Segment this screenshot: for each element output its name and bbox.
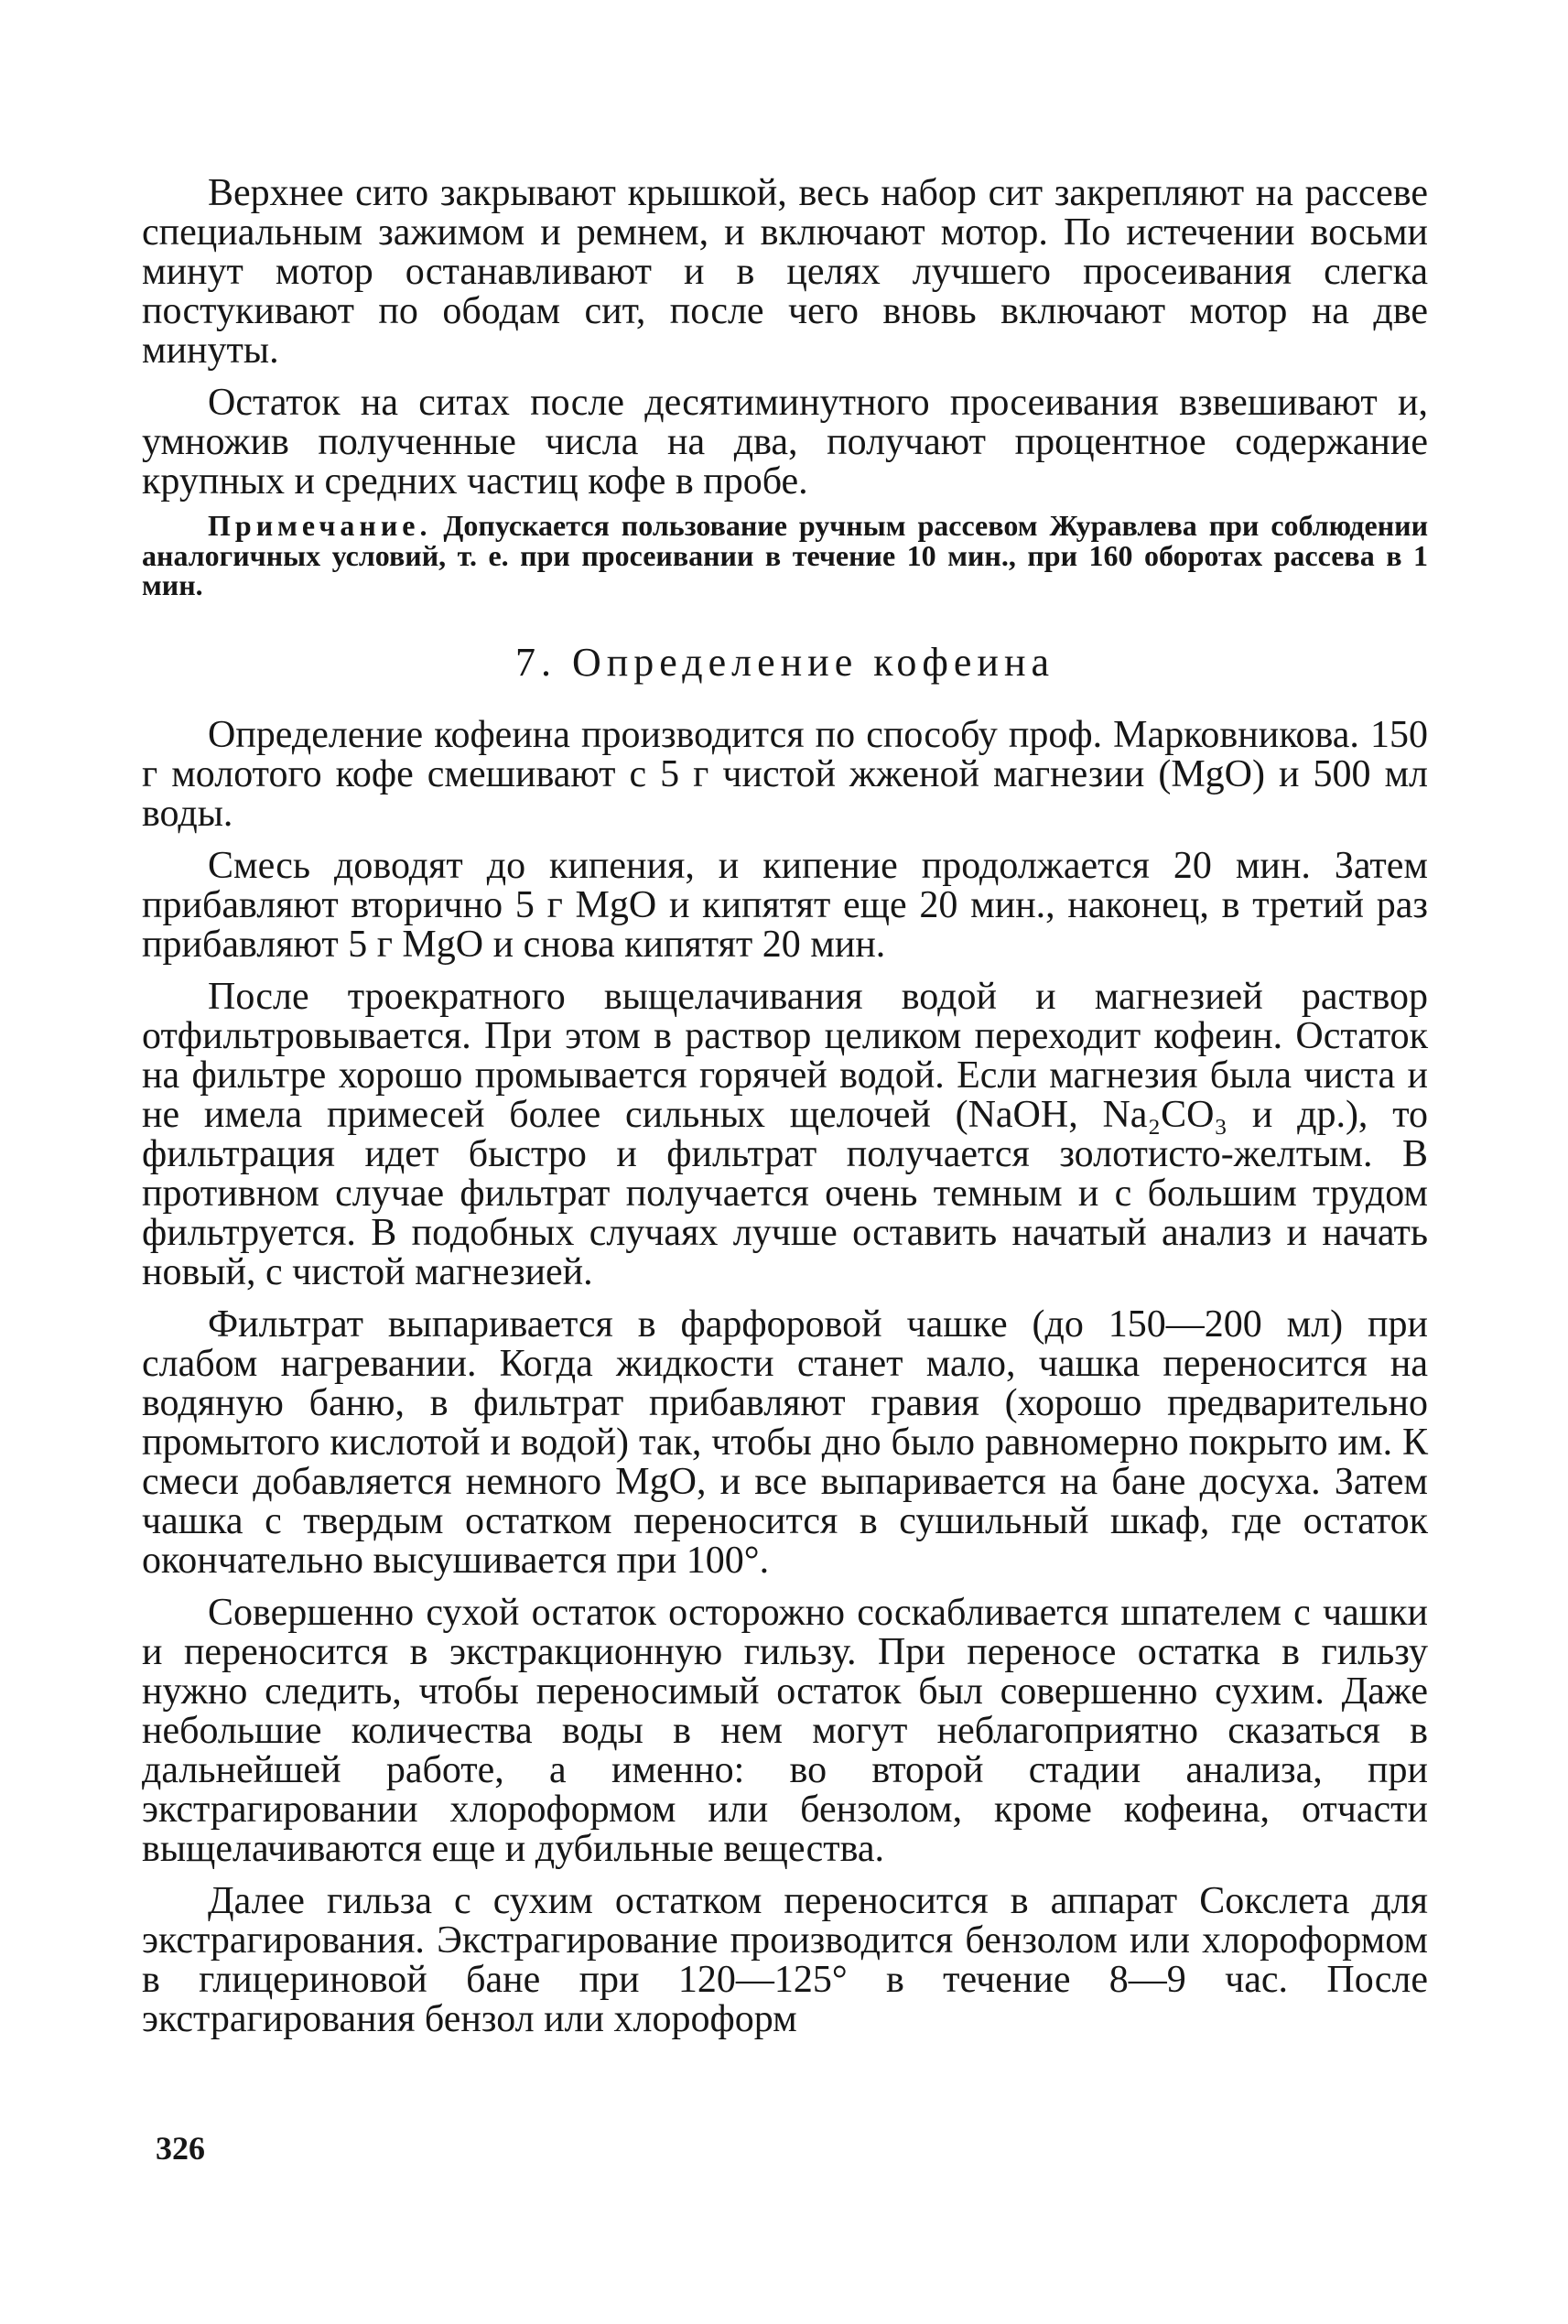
paragraph-caffeine-method: Определение кофеина производится по способу проф. Марковникова. 150 г молотого кофе смешивают с 5 г чистой жженой магнезии (MgO) и 500 мл воды. xyxy=(142,713,1428,835)
note xyxy=(142,511,1428,600)
paragraph-boiling: Смесь доводят до кипения, и кипение продолжается 20 мин. Затем прибавляют вторично 5 г MgO и кипятят еще 20 мин., наконец, в третий раз прибавляют 5 г MgO и снова кипятят 20 мин. xyxy=(142,844,1428,966)
paragraph-soxhlet: Далее гильза с сухим остатком переносится в аппарат Сокслета для экстрагирования. Экстрагирование производится бензолом или хлороформом в глицериновой бане при 120—125° в течение 8—9 час. После экстрагирования бензол или хлороформ xyxy=(142,1879,1428,2040)
section-title: 7. Определение кофеина xyxy=(514,639,1055,685)
note-text: Допускается пользование ручным рассевом Журавлева при соблюдении аналогичных условий, т. е. при просеивании в течение 10 мин., при 160 оборотах рассева в 1 мин. xyxy=(142,509,1429,601)
page-number: 326 xyxy=(156,2130,205,2167)
note-label: Примечание. xyxy=(208,509,432,542)
paragraph-sieve-residue: Остаток на ситах после десятиминутного просеивания взвешивают и, умножив полученные числа на два, получают процентное содержание крупных и средних частиц кофе в пробе. xyxy=(142,382,1428,503)
paragraph-sieve-cover: Верхнее сито закрывают крышкой, весь набор сит закрепляют на рассеве специальным зажимом и ремнем, и включают мотор. По истечении восьми минут мотор останавливают и в целях лучшего просеивания слегка постукивают по ободам сит, после чего вновь включают мотор на две минуты. xyxy=(142,172,1428,372)
paragraph-filtration: После троекратного выщелачивания водой и магнезией раствор отфильтровывается. При этом в раствор целиком переходит кофеин. Остаток на фильтре хорошо промывается горячей водой. Если магнезия была чиста и не имела примесей более сильных щелочей (NaOH, Na₂CO₃ и др.), то фильтрация идет быстро и фильтрат получается золотисто-желтым. В противном случае фильтрат получается очень темным и с большим трудом фильтруется. В подобных случаях лучше оставить начатый анализ и начать новый, с чистой магнезией. xyxy=(142,975,1428,1293)
page-text xyxy=(142,174,1428,2039)
paragraph-extraction-thimble: Совершенно сухой остаток осторожно соскабливается шпателем с чашки и переносится в экстракционную гильзу. При переносе остатка в гильзу нужно следить, чтобы переносимый остаток был совершенно сухим. Даже небольшие количества воды в нем могут неблагоприятно сказаться в дальнейшей работе, а именно: во второй стадии анализа, при экстрагировании хлороформом или бензолом, кроме кофеина, отчасти выщелачиваются еще и дубильные вещества. xyxy=(142,1591,1428,1870)
paragraph-evaporation: Фильтрат выпаривается в фарфоровой чашке (до 150—200 мл) при слабом нагревании. Когда жидкости станет мало, чашка переносится на водяную баню, в фильтрат прибавляют гравия (хорошо предварительно промытого кислотой и водой) так, чтобы дно было равномерно покрыто им. К смеси добавляется немного MgO, и все выпаривается на бане досуха. Затем чашка с твердым остатком переносится в сушильный шкаф, где остаток окончательно высушивается при 100°. xyxy=(142,1303,1428,1582)
